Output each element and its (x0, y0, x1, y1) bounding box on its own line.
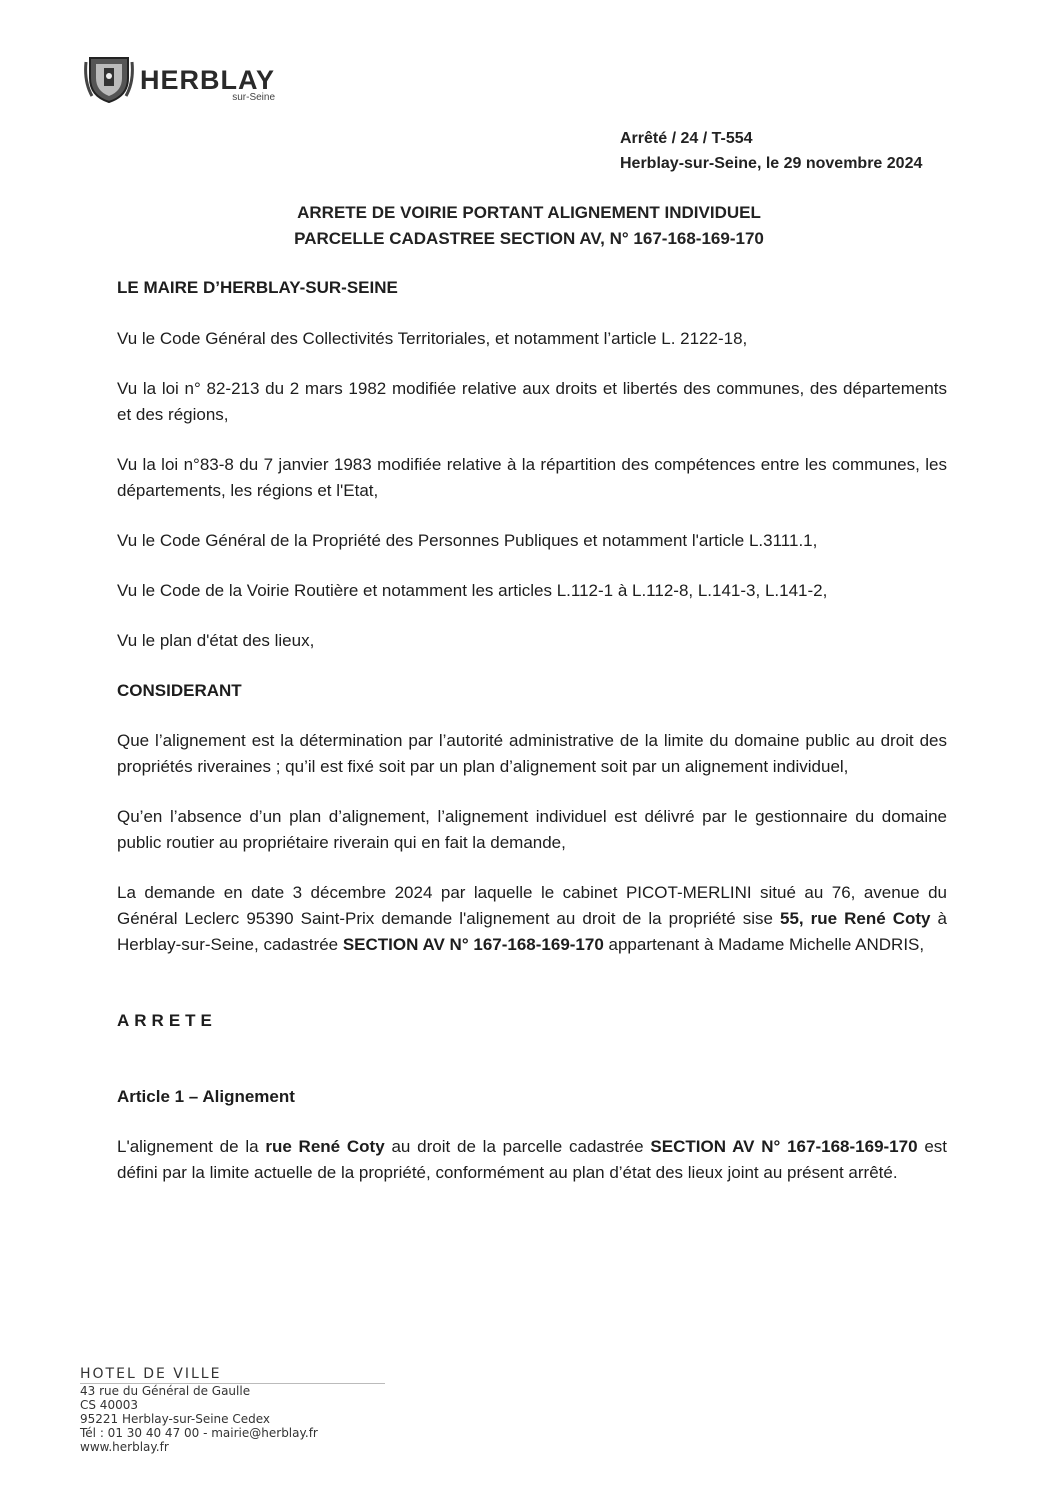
article-text-cont: au droit de la parcelle cadastrée (384, 1137, 651, 1156)
document-title (0, 200, 1058, 252)
arrete-heading: ARRETE (117, 1011, 217, 1030)
vu-paragraph-4: Vu le Code Général de la Propriété des Personnes Publiques et notamment l'article L.3111.1, (117, 531, 818, 550)
vu-paragraph-1: Vu le Code Général des Collectivités Territoriales, et notamment l’article L. 2122-18, (117, 329, 748, 348)
vu-paragraph-3: Vu la loi n°83-8 du 7 janvier 1983 modifiée relative à la répartition des compétences entre les communes, les départements, les régions et l'Etat, (117, 455, 947, 500)
property-address: 55, rue René Coty (780, 909, 931, 928)
place-date: Herblay-sur-Seine, le 29 novembre 2024 (620, 155, 923, 172)
reference-block (620, 126, 922, 176)
considerant-paragraph-3 (117, 880, 947, 958)
coat-of-arms-icon (84, 52, 134, 104)
footer-address-line-1: 43 rue du Général de Gaulle (80, 1384, 251, 1398)
city-subtitle: sur-Seine (232, 92, 276, 103)
footer-contact: Tél : 01 30 40 47 00 - mairie@herblay.fr (80, 1426, 318, 1440)
cadastral-section: SECTION AV N° 167-168-169-170 (342, 935, 604, 954)
footer-address-line-3: 95221 Herblay-sur-Seine Cedex (80, 1412, 270, 1426)
street-name: rue René Coty (265, 1137, 385, 1156)
city-logo (84, 52, 275, 104)
article-1-paragraph (117, 1134, 947, 1186)
owner-text: appartenant à Madame Michelle ANDRIS, (603, 935, 925, 954)
considerant-paragraph-2: Qu’en l’absence d’un plan d’alignement, l’alignement individuel est délivré par le gestionnaire du domaine public routier au propriétaire riverain qui en fait la demande, (117, 807, 947, 852)
city-name: HERBLAY (140, 65, 276, 95)
footer-title: HOTEL DE VILLE (80, 1366, 385, 1384)
vu-paragraph-5: Vu le Code de la Voirie Routière et notamment les articles L.112-1 à L.112-8, L.141-3, L.141-2, (117, 581, 828, 600)
article-text: L'alignement de la (117, 1137, 266, 1156)
article-cadastral-section: SECTION AV N° 167-168-169-170 (650, 1137, 918, 1156)
considerant-paragraph-1: Que l’alignement est la détermination par l’autorité administrative de la limite du domaine public au droit des propriétés riveraines ; qu’il est fixé soit par un plan d’alignement soit par un alignement individuel, (117, 731, 947, 776)
title-line-2: PARCELLE CADASTREE SECTION AV, N° 167-168-169-170 (294, 229, 764, 248)
request-text: La demande en date 3 décembre 2024 par laquelle le cabinet PICOT-MERLINI situé au 76, avenue du Général Leclerc 95390 Saint-Prix demande l'alignement au droit de la propriété sise (117, 883, 947, 928)
title-line-1: ARRETE DE VOIRIE PORTANT ALIGNEMENT INDIVIDUEL (297, 203, 761, 222)
footer-address (80, 1366, 385, 1454)
footer-address-line-2: CS 40003 (80, 1398, 138, 1412)
vu-paragraph-6: Vu le plan d'état des lieux, (117, 631, 315, 650)
vu-paragraph-2: Vu la loi n° 82-213 du 2 mars 1982 modifiée relative aux droits et libertés des communes, des départements et des régions, (117, 379, 947, 424)
request-text-cont: à Herblay-sur-Seine, cadastrée (117, 909, 947, 954)
article-1-heading: Article 1 – Alignement (117, 1087, 295, 1106)
footer-website: www.herblay.fr (80, 1440, 169, 1454)
mayor-heading: LE MAIRE D’HERBLAY-SUR-SEINE (117, 278, 398, 297)
document-body (117, 275, 947, 1186)
article-text-end: est défini par la limite actuelle de la propriété, conformément au plan d’état des lieux joint au présent arrêté. (117, 1137, 947, 1182)
considerant-heading: CONSIDERANT (117, 681, 242, 700)
decree-reference: Arrêté / 24 / T-554 (620, 130, 753, 147)
